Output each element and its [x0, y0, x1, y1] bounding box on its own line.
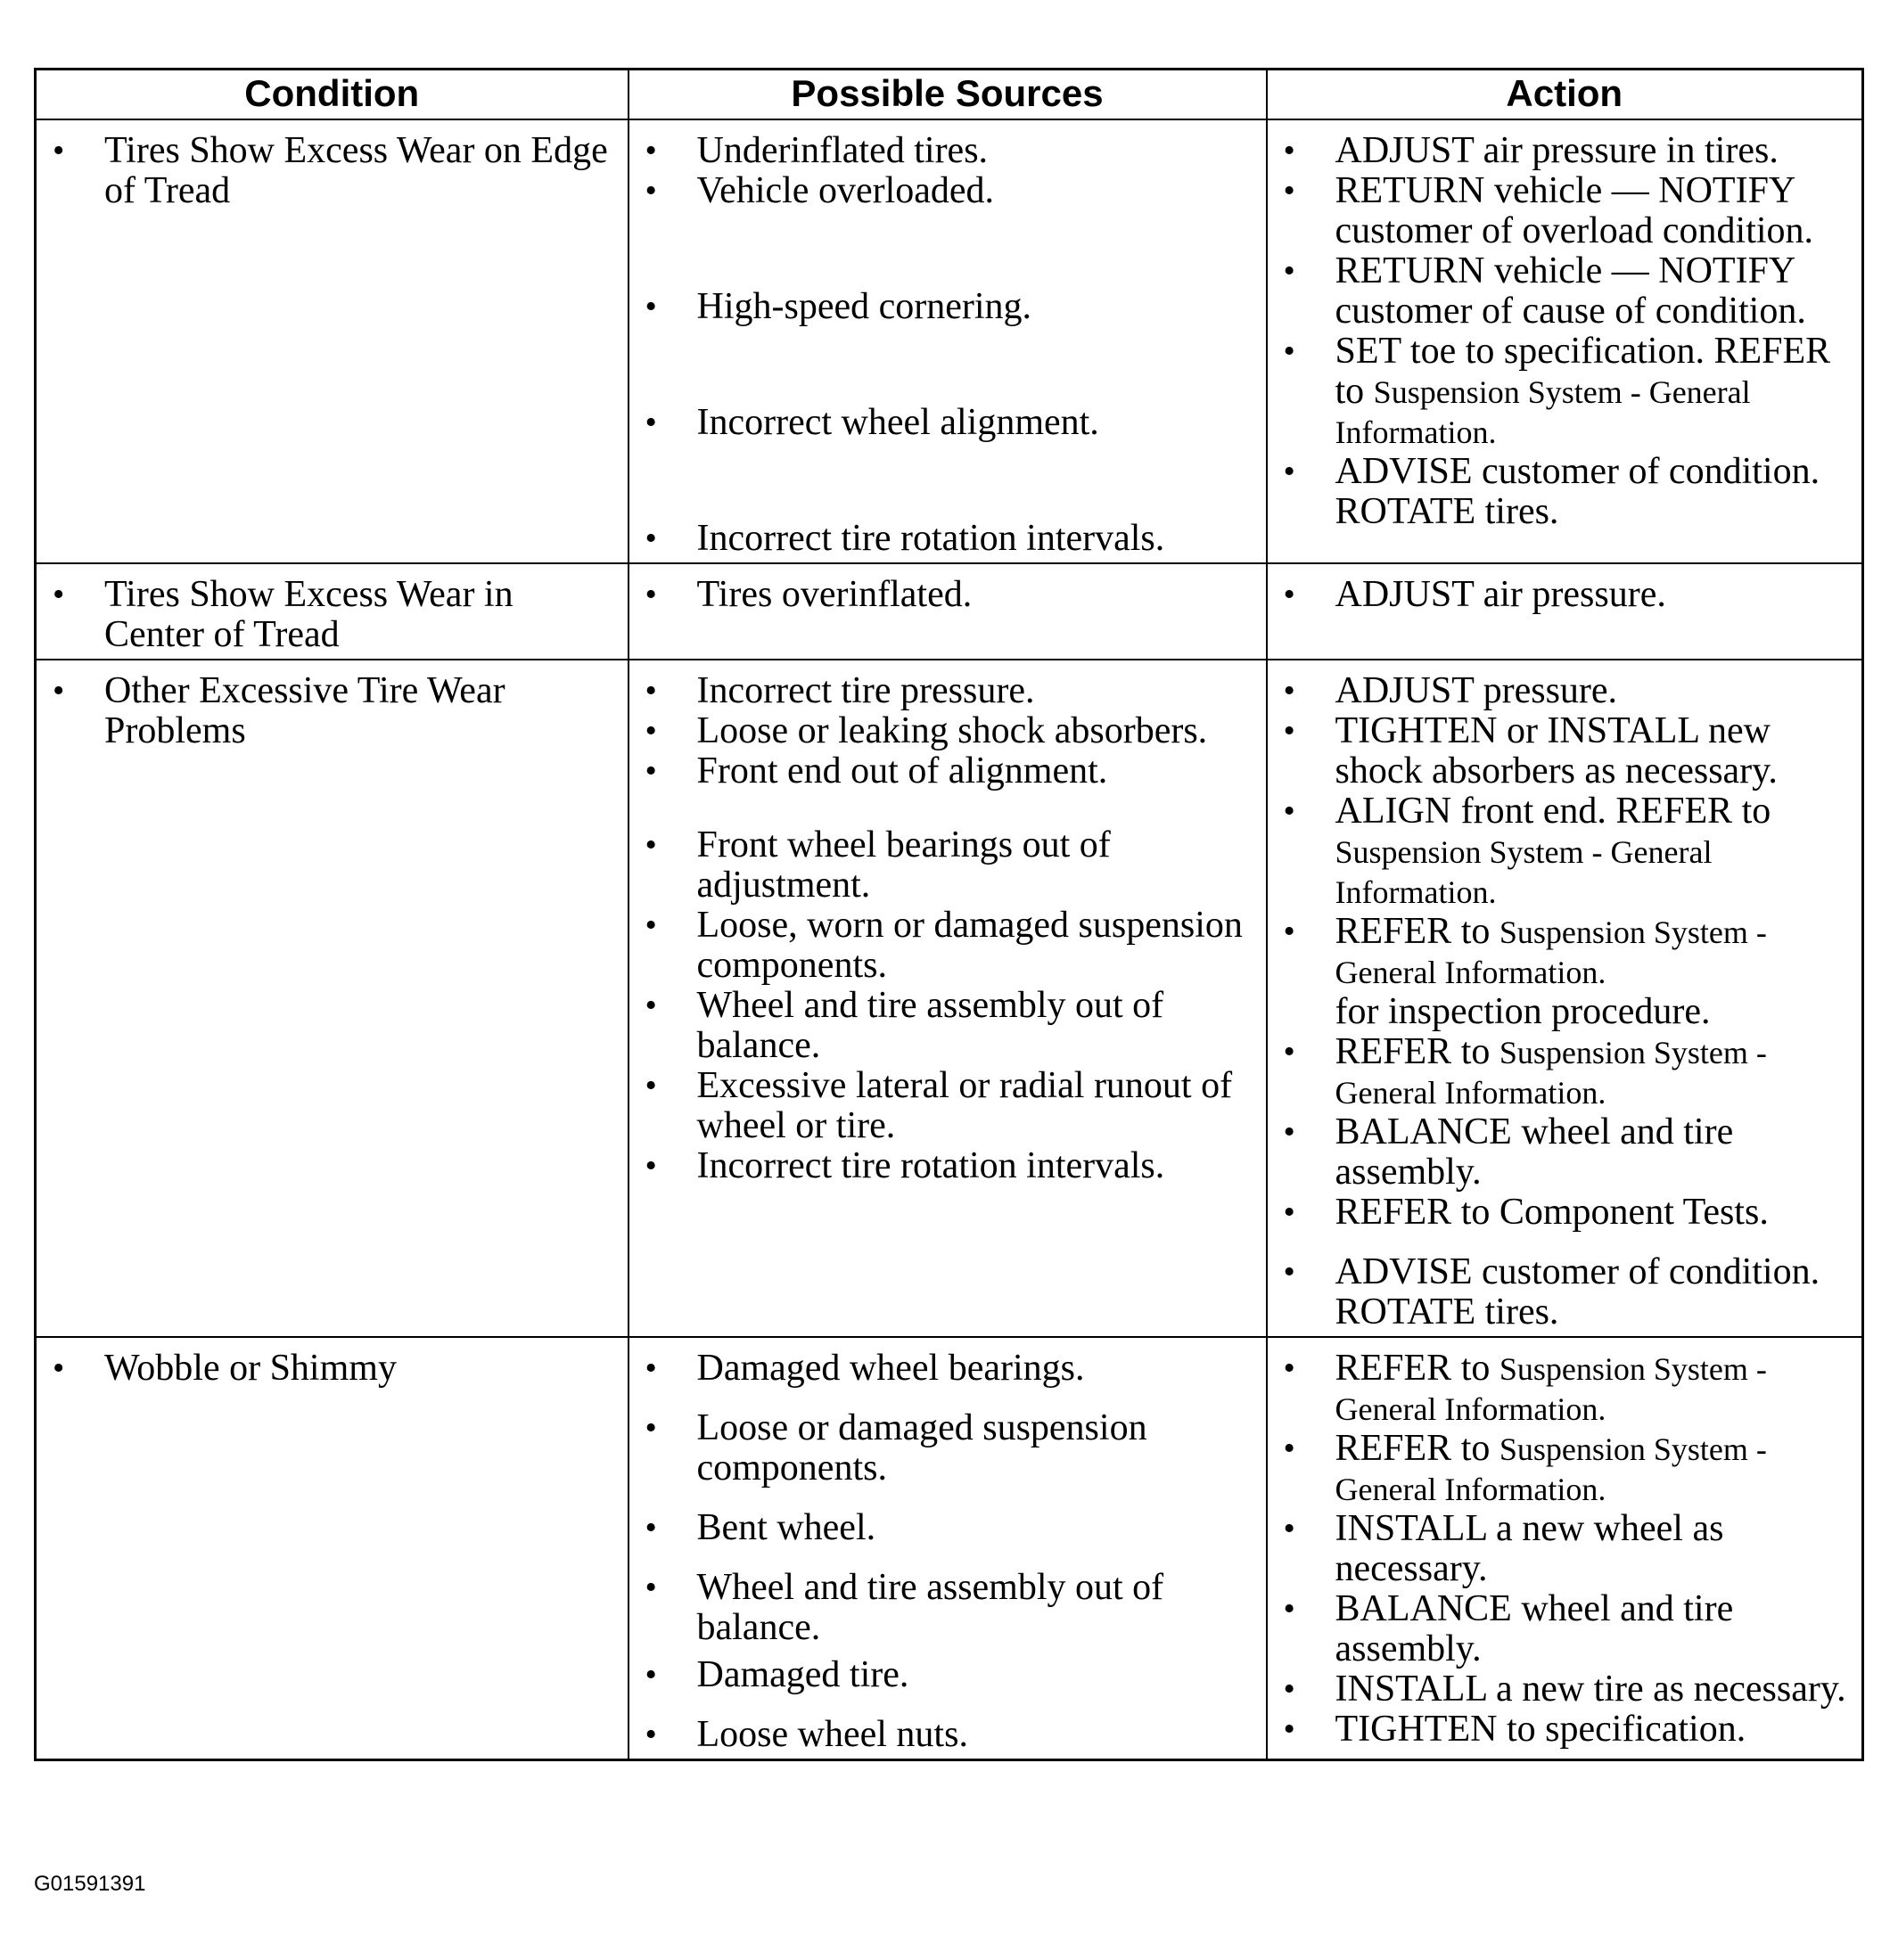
source-item: • Excessive lateral or radial runout of wheel or tire. [638, 1066, 1257, 1146]
source-item: • Vehicle overloaded. [638, 171, 1257, 211]
action-text: REFER to [1335, 1031, 1491, 1072]
source-item: • High-speed cornering. [638, 287, 1257, 327]
source-item: • Damaged tire. [638, 1655, 1257, 1695]
reference-text: Suspension System - General Information. [1335, 374, 1751, 450]
action-item [1277, 1193, 1853, 1233]
action-text: TIGHTEN or INSTALL new shock absorbers as necessary. [1335, 710, 1778, 791]
condition-cell [36, 660, 629, 1337]
action-text: REFER to Component Tests. [1335, 1192, 1769, 1233]
condition-text: • Tires Show Excess Wear on Edge of Tread [45, 131, 619, 211]
action-text: BALANCE wheel and tire assembly. [1335, 1111, 1734, 1193]
action-text: ADJUST air pressure. [1335, 574, 1666, 615]
condition-cell [36, 563, 629, 660]
actions-cell [1267, 563, 1863, 660]
source-item: • Front end out of alignment. [638, 751, 1257, 791]
source-item: • Damaged wheel bearings. [638, 1349, 1257, 1389]
source-item: • Incorrect tire pressure. [638, 671, 1257, 711]
action-text: RETURN vehicle — NOTIFY customer of overload condition. [1335, 170, 1814, 251]
action-item [1277, 912, 1853, 1032]
action-text: INSTALL a new tire as necessary. [1335, 1669, 1846, 1710]
table-row [36, 1337, 1863, 1760]
sources-cell [629, 660, 1267, 1337]
action-text: ADVISE customer of condition. ROTATE tires. [1335, 1251, 1820, 1333]
diagnosis-chart [34, 68, 1861, 1761]
action-item [1277, 131, 1853, 171]
reference-text: Suspension System - General Information. [1335, 914, 1767, 990]
action-text: REFER to [1335, 1348, 1491, 1389]
header-condition: Condition [36, 70, 629, 120]
reference-text: Suspension System - General Information. [1335, 834, 1713, 910]
source-item: • Loose wheel nuts. [638, 1715, 1257, 1755]
source-item: • Loose, worn or damaged suspension components. [638, 906, 1257, 986]
condition-text: • Wobble or Shimmy [45, 1349, 619, 1389]
action-item [1277, 1669, 1853, 1710]
action-item [1277, 1429, 1853, 1509]
source-item: • Loose or leaking shock absorbers. [638, 711, 1257, 751]
action-item [1277, 1349, 1853, 1429]
actions-cell [1267, 119, 1863, 563]
action-text: ALIGN front end. REFER to [1335, 791, 1771, 832]
header-possible-sources: Possible Sources [629, 70, 1267, 120]
action-item [1277, 575, 1853, 615]
condition-text: • Tires Show Excess Wear in Center of Tread [45, 575, 619, 655]
action-item [1277, 791, 1853, 912]
source-item: • Incorrect tire rotation intervals. [638, 1146, 1257, 1186]
reference-text: Suspension System - General Information. [1335, 1035, 1767, 1111]
action-item [1277, 1112, 1853, 1193]
actions-cell [1267, 660, 1863, 1337]
source-item: • Underinflated tires. [638, 131, 1257, 171]
table-row [36, 119, 1863, 563]
source-item: • Wheel and tire assembly out of balance. [638, 1568, 1257, 1648]
sources-cell [629, 119, 1267, 563]
action-item [1277, 711, 1853, 791]
action-text: RETURN vehicle — NOTIFY customer of cause of condition. [1335, 250, 1806, 332]
action-item [1277, 1710, 1853, 1750]
source-item: • Incorrect wheel alignment. [638, 403, 1257, 443]
action-item [1277, 1589, 1853, 1669]
header-action: Action [1267, 70, 1863, 120]
sources-cell [629, 1337, 1267, 1760]
action-item [1277, 671, 1853, 711]
condition-cell [36, 119, 629, 563]
action-text: BALANCE wheel and tire assembly. [1335, 1588, 1734, 1669]
action-text: REFER to [1335, 1428, 1491, 1469]
diagnosis-table [34, 68, 1864, 1761]
action-text: ADJUST air pressure in tires. [1335, 130, 1779, 171]
figure-id: G01591391 [34, 1872, 146, 1896]
action-item [1277, 251, 1853, 332]
action-item [1277, 452, 1853, 532]
table-row [36, 660, 1863, 1337]
action-item [1277, 1032, 1853, 1112]
sources-cell [629, 563, 1267, 660]
source-item: • Bent wheel. [638, 1508, 1257, 1548]
source-item: • Front wheel bearings out of adjustment. [638, 825, 1257, 906]
table-row [36, 563, 1863, 660]
table-header-row [36, 70, 1863, 120]
action-text: ADVISE customer of condition. ROTATE tires. [1335, 451, 1820, 532]
action-text: REFER to [1335, 911, 1491, 952]
source-item: • Wheel and tire assembly out of balance. [638, 986, 1257, 1066]
action-item [1277, 1509, 1853, 1589]
source-item: • Incorrect tire rotation intervals. [638, 519, 1257, 559]
action-item [1277, 1252, 1853, 1333]
reference-text: Suspension System - General Information. [1335, 1351, 1767, 1427]
source-item: • Tires overinflated. [638, 575, 1257, 615]
action-text: ADJUST pressure. [1335, 670, 1618, 711]
action-item [1277, 171, 1853, 251]
actions-cell [1267, 1337, 1863, 1760]
source-item: • Loose or damaged suspension components. [638, 1408, 1257, 1488]
action-text: SET toe to specification. REFER to [1335, 331, 1831, 412]
condition-text: • Other Excessive Tire Wear Problems [45, 671, 619, 751]
reference-text: Suspension System - General Information. [1335, 1431, 1767, 1507]
action-text: INSTALL a new wheel as necessary. [1335, 1508, 1724, 1589]
action-followup-text: for inspection procedure. [1335, 991, 1711, 1032]
table-body [36, 119, 1863, 1760]
action-item [1277, 332, 1853, 452]
action-text: TIGHTEN to specification. [1335, 1709, 1746, 1750]
condition-cell [36, 1337, 629, 1760]
